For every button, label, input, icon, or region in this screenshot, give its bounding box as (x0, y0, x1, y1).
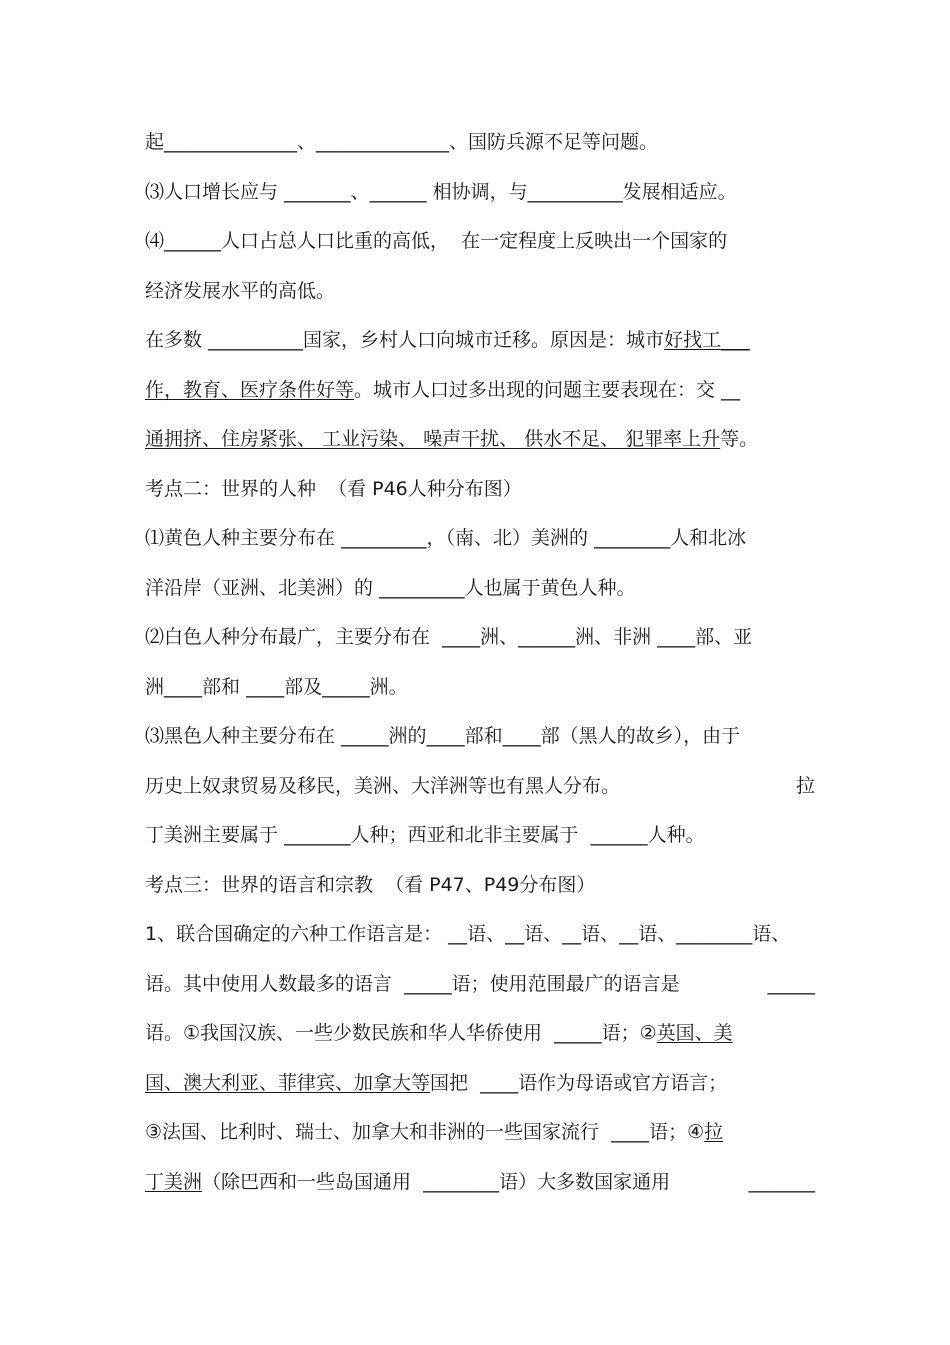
answer-blank: __ (448, 923, 468, 945)
text-segment: 拉 (704, 1121, 724, 1143)
answer-blank: ______ (164, 230, 222, 252)
text-segment: 人口占总人口比重的高低， 在一定程度上反映出一个国家的 (221, 230, 728, 252)
text-segment: 英国、美 (656, 1022, 733, 1044)
text-line (145, 919, 815, 949)
text-line (145, 276, 815, 306)
text-segment: 国把 (430, 1072, 481, 1094)
text-segment: 人和北冰 (670, 527, 747, 549)
answer-blank: _____ (767, 973, 815, 995)
text-segment: 丁美洲主要属于 (145, 824, 285, 846)
text-line (145, 424, 815, 454)
text-segment: 国、澳大利亚、菲律宾、加拿大等 (145, 1072, 431, 1094)
text-line (145, 325, 815, 355)
text-line (145, 672, 815, 702)
text-line (145, 573, 815, 603)
answer-blank: _____ (554, 1022, 602, 1044)
text-segment: 语）大多数国家通用 (499, 1171, 677, 1193)
text-segment: 洲。 (369, 676, 408, 698)
text-segment: 洲 (145, 676, 165, 698)
answer-blank: _____ (404, 973, 452, 995)
section-heading (145, 870, 815, 900)
answer-blank: ______________ (316, 131, 450, 153)
text-segment: ⑷ (145, 230, 165, 252)
text-segment: 拉 (795, 775, 815, 797)
text-segment: ⑶黑色人种主要分布在 (145, 725, 342, 747)
answer-blank: ______ (518, 626, 576, 648)
answer-blank: ____ (426, 725, 465, 747)
answer-blank: ____ (246, 676, 285, 698)
text-line (145, 622, 815, 652)
text-segment: 语作为母语或官方语言； (518, 1072, 728, 1094)
text-line (145, 1167, 815, 1197)
answer-blank: _______ (284, 181, 351, 203)
text-segment: 在多数 (145, 329, 209, 351)
text-segment: 、 (350, 181, 370, 203)
text-segment: ⑵白色人种分布最广，主要分布在 (145, 626, 443, 648)
answer-blank: ____ (480, 1072, 519, 1094)
text-line (145, 969, 815, 999)
text-segment: 语、 (581, 923, 620, 945)
text-segment: 洲的 (388, 725, 427, 747)
text-line (145, 1068, 815, 1098)
text-line (145, 226, 815, 256)
text-segment: 经济发展水平的高低。 (145, 280, 336, 302)
text-segment: ⑶人口增长应与 (145, 181, 285, 203)
text-segment: 起 (145, 131, 165, 153)
text-segment: 人种；西亚和北非主要属于 (350, 824, 591, 846)
text-line (145, 721, 815, 751)
text-segment: 语、 (752, 923, 791, 945)
text-segment: 语、 (638, 923, 677, 945)
text-segment: 部（黑人的故乡），由于 (540, 725, 741, 747)
text-segment: 语。其中使用人数最多的语言 (145, 973, 405, 995)
text-line (145, 177, 815, 207)
text-segment: 好找工___ (664, 329, 750, 351)
text-segment: ③法国、比利时、瑞士、加拿大和非洲的一些国家流行 (145, 1121, 612, 1143)
answer-blank: ________ (676, 923, 753, 945)
text-segment: 发展相适应。 (622, 181, 737, 203)
text-segment: （除巴西和一些岛国通用 (202, 1171, 424, 1193)
text-segment: 洲、 (480, 626, 519, 648)
text-segment: 考点二：世界的人种 （看 P46人种分布图） (145, 478, 522, 500)
text-segment: 语；使用范围最广的语言是 (451, 973, 692, 995)
text-line (145, 127, 815, 157)
answer-blank: __ (562, 923, 582, 945)
answer-blank: ______ (590, 824, 648, 846)
text-segment: 部及 (284, 676, 323, 698)
text-segment: 考点三：世界的语言和宗教 （看 P47、P49分布图） (145, 874, 596, 896)
text-segment: 语；④ (649, 1121, 705, 1143)
answer-blank: ________ (594, 527, 671, 549)
text-segment: 作，教育、医疗条件好等 (145, 379, 355, 401)
answer-blank: _____ (322, 676, 370, 698)
text-line (145, 523, 815, 553)
answer-blank: ______ (369, 181, 427, 203)
text-segment: ，（南、北）美洲的 (426, 527, 595, 549)
text-segment: 部和 (202, 676, 247, 698)
text-segment: 语；② (601, 1022, 657, 1044)
text-segment: 相协调，与 (426, 181, 528, 203)
text-segment: ⑴黄色人种主要分布在 (145, 527, 342, 549)
text-line (145, 1018, 815, 1048)
answer-blank: ____ (442, 626, 481, 648)
text-segment: 、国防兵源不足等问题。 (449, 131, 659, 153)
text-segment: 1、联合国确定的六种工作语言是： (145, 923, 449, 945)
text-line (145, 375, 815, 405)
text-segment: 洲、非洲 (575, 626, 658, 648)
text-line (145, 1117, 815, 1147)
answer-blank: __________ (208, 329, 304, 351)
answer-blank: __________ (527, 181, 623, 203)
answer-blank: _______ (748, 1171, 815, 1193)
answer-blank: ____ (657, 626, 696, 648)
answer-blank: _________ (341, 527, 427, 549)
text-segment: 部和 (464, 725, 503, 747)
text-segment: 国家，乡村人口向城市迁移。原因是：城市 (303, 329, 665, 351)
text-segment: 、 (297, 131, 317, 153)
text-line (145, 820, 815, 850)
answer-blank: ______________ (164, 131, 298, 153)
text-segment: 。城市人口过多出现的问题主要表现在：交 __ (354, 379, 741, 401)
text-segment: 通拥挤、住房紧张、 工业污染、 噪声干扰、 供水不足、 犯罪率上升 (145, 428, 721, 450)
text-line (145, 771, 815, 801)
section-heading (145, 474, 815, 504)
text-segment: 语、 (467, 923, 506, 945)
text-segment: 人也属于黄色人种。 (464, 577, 636, 599)
answer-blank: ____ (611, 1121, 650, 1143)
text-segment: 语。①我国汉族、一些少数民族和华人华侨使用 (145, 1022, 555, 1044)
text-segment: 部、亚 (695, 626, 753, 648)
text-segment: 丁美洲 (145, 1171, 203, 1193)
answer-blank: ____ (502, 725, 541, 747)
answer-blank: __ (505, 923, 525, 945)
answer-blank: _______ (284, 824, 351, 846)
text-segment: 人种。 (647, 824, 705, 846)
text-segment: 洋沿岸（亚洲、北美洲）的 (145, 577, 380, 599)
answer-blank: _____ (341, 725, 389, 747)
answer-blank: ____ (164, 676, 203, 698)
text-segment: 等。 (720, 428, 759, 450)
answer-blank: _________ (379, 577, 465, 599)
answer-blank: ________ (423, 1171, 500, 1193)
text-segment: 语、 (524, 923, 563, 945)
answer-blank: __ (619, 923, 639, 945)
text-segment: 历史上奴隶贸易及移民，美洲、大洋洲等也有黑人分布。 (145, 775, 621, 797)
